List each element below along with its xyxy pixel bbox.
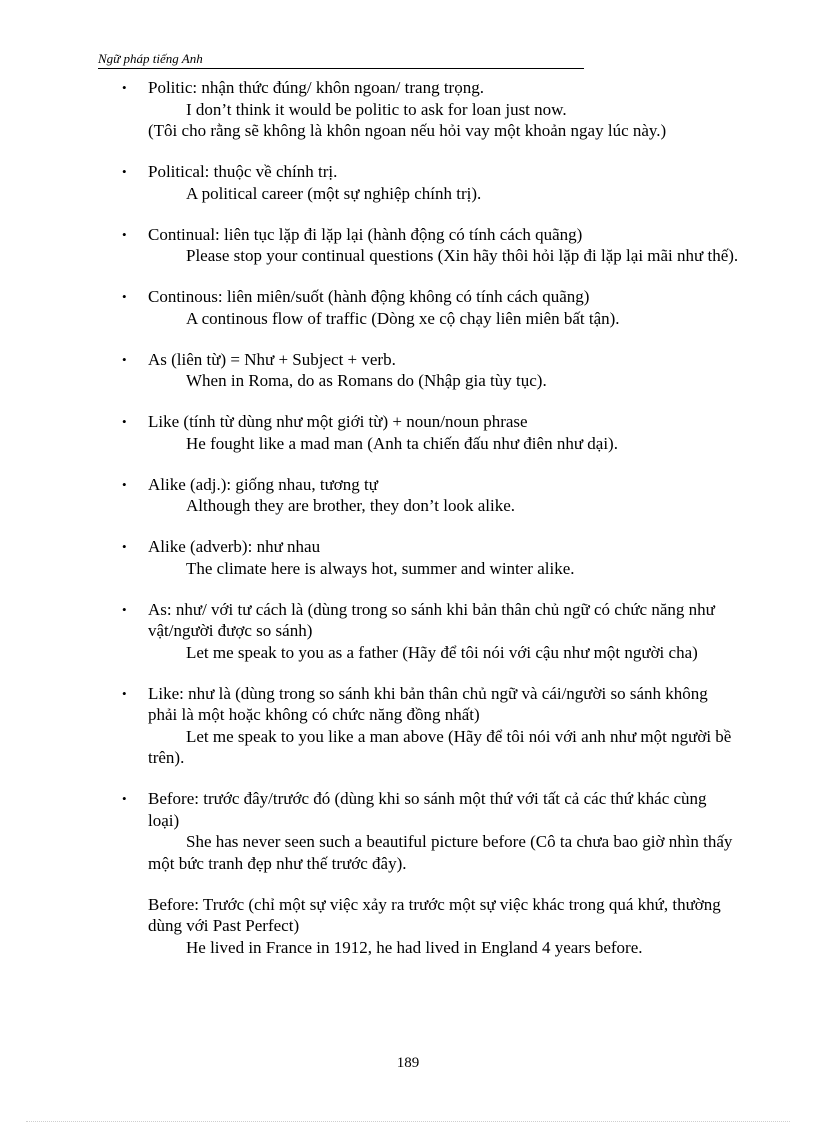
entry-example: [148, 183, 740, 205]
example-text: Let me speak to you as a father (Hãy để tôi nói với cậu như một người cha): [186, 642, 698, 662]
entry-example: [148, 308, 740, 330]
vocab-entry: [120, 161, 740, 204]
entry-definition: As: như/ với tư cách là (dùng trong so sánh khi bản thân chủ ngữ có chức năng như vật/người được so sánh): [148, 599, 715, 640]
entry-example: [148, 642, 740, 664]
vocab-entry: [120, 474, 740, 517]
example-text: A political career (một sự nghiệp chính trị).: [186, 183, 482, 203]
entry-example: [148, 433, 740, 455]
bullet-icon: •: [122, 289, 127, 304]
vocab-entry: [120, 788, 740, 874]
example-text: A continous flow of traffic (Dòng xe cộ chạy liên miên bất tận).: [186, 308, 620, 328]
entry-definition: Political: thuộc về chính trị.: [148, 162, 338, 181]
running-header: Ngữ pháp tiếng Anh: [98, 51, 584, 69]
example-text: He fought like a mad man (Anh ta chiến đấu như điên như dại).: [186, 433, 618, 453]
vocab-entry: [120, 224, 740, 267]
example-text: Please stop your continual questions (Xin hãy thôi hỏi lặp đi lặp lại mãi như thế).: [186, 246, 739, 265]
entry-definition: Continual: liên tục lặp đi lặp lại (hành động có tính cách quãng): [148, 224, 583, 244]
entry-example: [148, 937, 740, 959]
bullet-icon: •: [122, 351, 127, 367]
page-bottom-rule: [26, 1121, 790, 1122]
example-text: The climate here is always hot, summer and winter alike.: [186, 558, 575, 578]
bullet-icon: •: [122, 539, 127, 554]
entry-definition: Continous: liên miên/suốt (hành động không có tính cách quãng): [148, 287, 590, 306]
vocab-entry: [120, 894, 740, 959]
vocab-entry: [120, 599, 740, 664]
entry-definition: As (liên từ) = Như + Subject + verb.: [148, 349, 396, 369]
example-text: (Tôi cho rằng sẽ không là khôn ngoan nếu hỏi vay một khoản ngay lúc này.): [148, 121, 667, 140]
vocab-entry: [120, 286, 740, 329]
entry-example: [148, 558, 740, 580]
example-text: She has never seen such a beautiful picture before (Cô ta chưa bao giờ nhìn thấy một bức tranh đẹp như thế trước đây).: [148, 832, 733, 873]
entry-example: [148, 831, 740, 874]
vocab-entry: [120, 349, 740, 392]
entry-definition: Alike (adverb): như nhau: [148, 537, 321, 556]
bullet-icon: •: [122, 80, 127, 95]
page-content: [120, 77, 740, 978]
vocab-entry: [120, 536, 740, 579]
example-text: When in Roma, do as Romans do (Nhập gia tùy tục).: [186, 371, 547, 390]
example-text: Although they are brother, they don’t look alike.: [186, 496, 516, 515]
entry-definition: Politic: nhận thức đúng/ khôn ngoan/ trang trọng.: [148, 78, 484, 97]
entry-example: [148, 99, 740, 142]
bullet-icon: •: [122, 164, 127, 179]
entry-definition: Before: trước đây/trước đó (dùng khi so sánh một thứ với tất cả các thứ khác cùng loại): [148, 789, 707, 830]
bullet-icon: •: [122, 414, 127, 429]
example-text: I don’t think it would be politic to ask for loan just now.: [186, 99, 567, 119]
bullet-icon: •: [122, 226, 127, 242]
entry-example: [148, 245, 740, 267]
vocab-entry: [120, 411, 740, 454]
bullet-icon: •: [122, 601, 127, 617]
example-text: He lived in France in 1912, he had lived in England 4 years before.: [186, 937, 643, 957]
vocab-entry: [120, 77, 740, 142]
entry-example: [148, 495, 740, 517]
bullet-icon: •: [122, 791, 127, 806]
bullet-icon: •: [122, 476, 127, 492]
entry-example: [148, 370, 740, 392]
entry-definition: Alike (adj.): giống nhau, tương tự: [148, 474, 378, 494]
entry-definition: Like (tính từ dùng như một giới từ) + noun/noun phrase: [148, 412, 528, 431]
example-text: Let me speak to you like a man above (Hãy để tôi nói với anh như một người bề trên).: [148, 726, 732, 767]
entry-definition: Like: như là (dùng trong so sánh khi bản thân chủ ngữ và cái/người so sánh không phải là một hoặc không có chức năng đồng nhất): [148, 683, 708, 724]
entry-example: [148, 726, 740, 769]
bullet-icon: •: [122, 685, 127, 701]
entry-definition: Before: Trước (chỉ một sự việc xảy ra trước một sự việc khác trong quá khứ, thường dùng với Past Perfect): [148, 894, 721, 935]
vocab-entry: [120, 683, 740, 769]
page-number: 189: [396, 1055, 420, 1071]
